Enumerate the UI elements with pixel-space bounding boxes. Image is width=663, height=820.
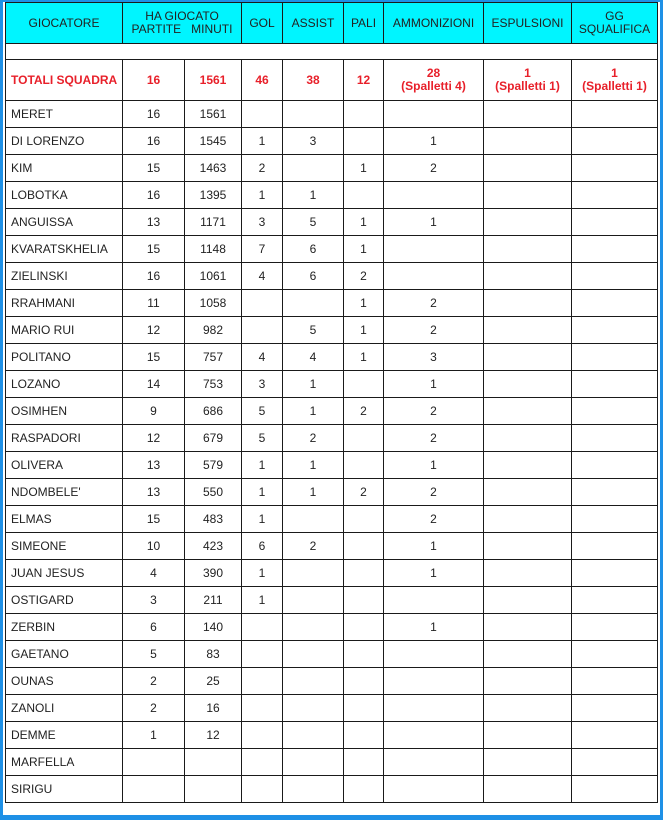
player-ammonizioni-cell — [384, 101, 484, 128]
player-espulsioni-cell — [484, 776, 572, 803]
player-ammonizioni-cell: 2 — [384, 398, 484, 425]
player-partite-cell: 16 — [123, 128, 185, 155]
player-gol-cell: 1 — [242, 479, 283, 506]
player-espulsioni-cell — [484, 425, 572, 452]
player-name-cell: ZIELINSKI — [6, 263, 123, 290]
player-espulsioni-cell — [484, 614, 572, 641]
player-row — [6, 641, 658, 668]
player-minuti-cell: 211 — [185, 587, 242, 614]
player-pali-cell — [344, 452, 384, 479]
player-partite-cell — [123, 776, 185, 803]
player-pali-cell — [344, 128, 384, 155]
player-name-cell: OSIMHEN — [6, 398, 123, 425]
player-espulsioni-cell — [484, 128, 572, 155]
player-row — [6, 101, 658, 128]
player-row — [6, 533, 658, 560]
player-squalifica-cell — [572, 236, 658, 263]
totals-partite: 16 — [123, 60, 185, 101]
player-assist-cell: 5 — [283, 209, 344, 236]
player-espulsioni-cell — [484, 236, 572, 263]
player-minuti-cell: 982 — [185, 317, 242, 344]
player-row — [6, 614, 658, 641]
player-pali-cell — [344, 587, 384, 614]
player-assist-cell — [283, 506, 344, 533]
player-name-cell: DI LORENZO — [6, 128, 123, 155]
player-assist-cell — [283, 587, 344, 614]
player-name-cell: LOBOTKA — [6, 182, 123, 209]
player-partite-cell: 5 — [123, 641, 185, 668]
player-partite-cell — [123, 749, 185, 776]
totals-pali: 12 — [344, 60, 384, 101]
player-gol-cell — [242, 614, 283, 641]
player-espulsioni-cell — [484, 641, 572, 668]
player-assist-cell — [283, 776, 344, 803]
player-espulsioni-cell — [484, 344, 572, 371]
player-ammonizioni-cell: 2 — [384, 425, 484, 452]
player-name-cell: ZANOLI — [6, 695, 123, 722]
player-assist-cell: 1 — [283, 398, 344, 425]
player-partite-cell: 9 — [123, 398, 185, 425]
player-partite-cell: 15 — [123, 236, 185, 263]
player-assist-cell — [283, 668, 344, 695]
player-pali-cell — [344, 614, 384, 641]
player-ammonizioni-cell: 1 — [384, 560, 484, 587]
player-name-cell: SIRIGU — [6, 776, 123, 803]
player-minuti-cell: 1545 — [185, 128, 242, 155]
player-assist-cell: 1 — [283, 452, 344, 479]
player-assist-cell: 2 — [283, 425, 344, 452]
player-name-cell: LOZANO — [6, 371, 123, 398]
player-assist-cell — [283, 290, 344, 317]
player-assist-cell — [283, 722, 344, 749]
player-squalifica-cell — [572, 587, 658, 614]
player-assist-cell: 2 — [283, 533, 344, 560]
player-minuti-cell: 1148 — [185, 236, 242, 263]
player-squalifica-cell — [572, 155, 658, 182]
player-row — [6, 425, 658, 452]
player-assist-cell: 1 — [283, 182, 344, 209]
player-ammonizioni-cell — [384, 587, 484, 614]
player-ammonizioni-cell: 2 — [384, 155, 484, 182]
player-gol-cell: 3 — [242, 209, 283, 236]
player-pali-cell: 1 — [344, 290, 384, 317]
player-squalifica-cell — [572, 425, 658, 452]
totals-squalifica — [572, 60, 658, 101]
player-pali-cell — [344, 668, 384, 695]
header-row — [6, 3, 658, 44]
player-gol-cell — [242, 317, 283, 344]
player-name-cell: POLITANO — [6, 344, 123, 371]
player-squalifica-cell — [572, 749, 658, 776]
player-row — [6, 587, 658, 614]
player-minuti-cell: 483 — [185, 506, 242, 533]
player-row — [6, 560, 658, 587]
player-gol-cell — [242, 695, 283, 722]
player-gol-cell — [242, 641, 283, 668]
header-giocatore: GIOCATORE — [6, 3, 123, 44]
player-squalifica-cell — [572, 533, 658, 560]
player-pali-cell — [344, 722, 384, 749]
player-name-cell: OLIVERA — [6, 452, 123, 479]
player-espulsioni-cell — [484, 479, 572, 506]
player-minuti-cell: 1463 — [185, 155, 242, 182]
player-ammonizioni-cell — [384, 749, 484, 776]
player-name-cell: ANGUISSA — [6, 209, 123, 236]
player-minuti-cell: 686 — [185, 398, 242, 425]
header-ha-giocato-line1: HA GIOCATO — [145, 9, 219, 23]
player-ammonizioni-cell — [384, 263, 484, 290]
player-partite-cell: 16 — [123, 101, 185, 128]
player-ammonizioni-cell: 1 — [384, 452, 484, 479]
player-row — [6, 452, 658, 479]
player-squalifica-cell — [572, 695, 658, 722]
player-assist-cell: 4 — [283, 344, 344, 371]
player-squalifica-cell — [572, 479, 658, 506]
player-name-cell: JUAN JESUS — [6, 560, 123, 587]
player-assist-cell — [283, 695, 344, 722]
header-espulsioni: ESPULSIONI — [484, 3, 572, 44]
player-minuti-cell: 1561 — [185, 101, 242, 128]
player-name-cell: OUNAS — [6, 668, 123, 695]
player-assist-cell — [283, 155, 344, 182]
player-gol-cell: 1 — [242, 182, 283, 209]
player-assist-cell — [283, 749, 344, 776]
player-gol-cell: 1 — [242, 587, 283, 614]
player-squalifica-cell — [572, 398, 658, 425]
player-partite-cell: 15 — [123, 344, 185, 371]
player-pali-cell — [344, 560, 384, 587]
player-partite-cell: 16 — [123, 263, 185, 290]
player-squalifica-cell — [572, 668, 658, 695]
player-assist-cell — [283, 614, 344, 641]
totals-label: TOTALI SQUADRA — [6, 60, 123, 101]
player-partite-cell: 13 — [123, 452, 185, 479]
header-ammonizioni: AMMONIZIONI — [384, 3, 484, 44]
player-row — [6, 182, 658, 209]
header-pali: PALI — [344, 3, 384, 44]
player-minuti-cell: 579 — [185, 452, 242, 479]
player-ammonizioni-cell: 2 — [384, 506, 484, 533]
player-pali-cell: 1 — [344, 155, 384, 182]
player-espulsioni-cell — [484, 317, 572, 344]
player-partite-cell: 2 — [123, 668, 185, 695]
player-name-cell: KVARATSKHELIA — [6, 236, 123, 263]
player-partite-cell: 14 — [123, 371, 185, 398]
player-squalifica-cell — [572, 452, 658, 479]
player-row — [6, 722, 658, 749]
player-row — [6, 317, 658, 344]
player-squalifica-cell — [572, 209, 658, 236]
player-partite-cell: 6 — [123, 614, 185, 641]
player-row — [6, 155, 658, 182]
player-gol-cell — [242, 749, 283, 776]
player-pali-cell — [344, 776, 384, 803]
player-gol-cell: 3 — [242, 371, 283, 398]
player-ammonizioni-cell — [384, 182, 484, 209]
player-pali-cell — [344, 425, 384, 452]
player-squalifica-cell — [572, 641, 658, 668]
player-name-cell: RRAHMANI — [6, 290, 123, 317]
player-minuti-cell: 1395 — [185, 182, 242, 209]
player-partite-cell: 3 — [123, 587, 185, 614]
player-minuti-cell: 1171 — [185, 209, 242, 236]
totals-gol: 46 — [242, 60, 283, 101]
player-partite-cell: 10 — [123, 533, 185, 560]
player-partite-cell: 13 — [123, 209, 185, 236]
player-minuti-cell: 423 — [185, 533, 242, 560]
player-gol-cell: 2 — [242, 155, 283, 182]
player-gol-cell: 1 — [242, 560, 283, 587]
player-row — [6, 263, 658, 290]
player-row — [6, 128, 658, 155]
player-minuti-cell: 550 — [185, 479, 242, 506]
player-minuti-cell: 757 — [185, 344, 242, 371]
player-minuti-cell: 390 — [185, 560, 242, 587]
player-partite-cell: 11 — [123, 290, 185, 317]
player-assist-cell — [283, 101, 344, 128]
player-squalifica-cell — [572, 263, 658, 290]
player-name-cell: SIMEONE — [6, 533, 123, 560]
player-ammonizioni-cell: 2 — [384, 479, 484, 506]
player-row — [6, 209, 658, 236]
player-pali-cell — [344, 506, 384, 533]
player-pali-cell: 1 — [344, 209, 384, 236]
player-name-cell: OSTIGARD — [6, 587, 123, 614]
player-assist-cell — [283, 560, 344, 587]
player-ammonizioni-cell: 1 — [384, 614, 484, 641]
player-name-cell: ELMAS — [6, 506, 123, 533]
player-assist-cell: 1 — [283, 479, 344, 506]
player-partite-cell: 1 — [123, 722, 185, 749]
totals-assist: 38 — [283, 60, 344, 101]
player-espulsioni-cell — [484, 101, 572, 128]
player-ammonizioni-cell: 1 — [384, 371, 484, 398]
totals-row — [6, 60, 658, 101]
player-ammonizioni-cell: 1 — [384, 209, 484, 236]
header-partite-minuti: PARTITE MINUTI — [131, 22, 233, 36]
player-espulsioni-cell — [484, 506, 572, 533]
player-espulsioni-cell — [484, 182, 572, 209]
player-gol-cell: 5 — [242, 398, 283, 425]
header-gg: GG — [605, 9, 624, 23]
player-name-cell: DEMME — [6, 722, 123, 749]
header-assist: ASSIST — [283, 3, 344, 44]
totals-squalifica-value: 1 — [611, 66, 618, 80]
totals-ammonizioni — [384, 60, 484, 101]
player-row — [6, 506, 658, 533]
player-partite-cell: 2 — [123, 695, 185, 722]
player-minuti-cell: 16 — [185, 695, 242, 722]
player-row — [6, 695, 658, 722]
player-ammonizioni-cell: 2 — [384, 290, 484, 317]
player-assist-cell: 6 — [283, 263, 344, 290]
player-gol-cell — [242, 101, 283, 128]
player-row — [6, 776, 658, 803]
player-squalifica-cell — [572, 290, 658, 317]
player-name-cell: MARIO RUI — [6, 317, 123, 344]
player-squalifica-cell — [572, 506, 658, 533]
totals-ammonizioni-note: (Spalletti 4) — [401, 79, 466, 93]
player-minuti-cell: 140 — [185, 614, 242, 641]
player-squalifica-cell — [572, 182, 658, 209]
player-minuti-cell: 1061 — [185, 263, 242, 290]
player-partite-cell: 16 — [123, 182, 185, 209]
player-assist-cell — [283, 641, 344, 668]
player-row — [6, 236, 658, 263]
player-gol-cell — [242, 668, 283, 695]
player-name-cell: MARFELLA — [6, 749, 123, 776]
player-pali-cell: 1 — [344, 317, 384, 344]
player-name-cell: MERET — [6, 101, 123, 128]
player-minuti-cell: 83 — [185, 641, 242, 668]
player-row — [6, 668, 658, 695]
player-espulsioni-cell — [484, 749, 572, 776]
player-minuti-cell: 679 — [185, 425, 242, 452]
player-espulsioni-cell — [484, 695, 572, 722]
player-espulsioni-cell — [484, 452, 572, 479]
player-ammonizioni-cell — [384, 776, 484, 803]
player-gol-cell: 6 — [242, 533, 283, 560]
player-row — [6, 749, 658, 776]
player-squalifica-cell — [572, 776, 658, 803]
player-pali-cell: 2 — [344, 398, 384, 425]
totals-minuti: 1561 — [185, 60, 242, 101]
player-gol-cell: 4 — [242, 344, 283, 371]
player-minuti-cell — [185, 776, 242, 803]
player-name-cell: RASPADORI — [6, 425, 123, 452]
player-pali-cell — [344, 695, 384, 722]
header-gg-squalifica — [572, 3, 658, 44]
player-assist-cell: 1 — [283, 371, 344, 398]
totals-ammonizioni-value: 28 — [426, 66, 441, 80]
player-pali-cell: 1 — [344, 344, 384, 371]
player-squalifica-cell — [572, 371, 658, 398]
player-partite-cell: 12 — [123, 425, 185, 452]
player-ammonizioni-cell: 1 — [384, 533, 484, 560]
player-ammonizioni-cell — [384, 236, 484, 263]
player-espulsioni-cell — [484, 587, 572, 614]
player-espulsioni-cell — [484, 290, 572, 317]
player-espulsioni-cell — [484, 398, 572, 425]
player-ammonizioni-cell: 3 — [384, 344, 484, 371]
player-pali-cell — [344, 371, 384, 398]
totals-espulsioni — [484, 60, 572, 101]
player-assist-cell: 3 — [283, 128, 344, 155]
player-espulsioni-cell — [484, 560, 572, 587]
player-assist-cell: 5 — [283, 317, 344, 344]
player-ammonizioni-cell: 1 — [384, 128, 484, 155]
player-partite-cell: 15 — [123, 506, 185, 533]
player-gol-cell: 4 — [242, 263, 283, 290]
totals-squalifica-note: (Spalletti 1) — [582, 79, 647, 93]
player-espulsioni-cell — [484, 722, 572, 749]
player-pali-cell — [344, 533, 384, 560]
player-row — [6, 371, 658, 398]
player-row — [6, 344, 658, 371]
player-partite-cell: 4 — [123, 560, 185, 587]
player-squalifica-cell — [572, 101, 658, 128]
player-ammonizioni-cell: 2 — [384, 317, 484, 344]
player-ammonizioni-cell — [384, 668, 484, 695]
player-name-cell: KIM — [6, 155, 123, 182]
player-gol-cell — [242, 722, 283, 749]
player-squalifica-cell — [572, 128, 658, 155]
player-gol-cell: 1 — [242, 452, 283, 479]
player-minuti-cell: 1058 — [185, 290, 242, 317]
player-row — [6, 479, 658, 506]
player-ammonizioni-cell — [384, 722, 484, 749]
spacer-row — [6, 44, 658, 60]
player-espulsioni-cell — [484, 371, 572, 398]
player-minuti-cell: 753 — [185, 371, 242, 398]
player-partite-cell: 12 — [123, 317, 185, 344]
header-gol: GOL — [242, 3, 283, 44]
player-minuti-cell — [185, 749, 242, 776]
player-minuti-cell: 12 — [185, 722, 242, 749]
player-gol-cell — [242, 290, 283, 317]
player-gol-cell: 1 — [242, 128, 283, 155]
spacer-cell — [6, 44, 658, 60]
player-pali-cell — [344, 182, 384, 209]
player-espulsioni-cell — [484, 668, 572, 695]
player-espulsioni-cell — [484, 533, 572, 560]
player-squalifica-cell — [572, 344, 658, 371]
player-partite-cell: 13 — [123, 479, 185, 506]
player-name-cell: NDOMBELE' — [6, 479, 123, 506]
player-stats-table — [5, 2, 658, 803]
totals-espulsioni-note: (Spalletti 1) — [495, 79, 560, 93]
totals-espulsioni-value: 1 — [524, 66, 531, 80]
player-pali-cell — [344, 749, 384, 776]
player-pali-cell — [344, 101, 384, 128]
player-pali-cell: 2 — [344, 263, 384, 290]
player-squalifica-cell — [572, 560, 658, 587]
player-squalifica-cell — [572, 722, 658, 749]
player-ammonizioni-cell — [384, 641, 484, 668]
player-assist-cell: 6 — [283, 236, 344, 263]
player-name-cell: ZERBIN — [6, 614, 123, 641]
player-pali-cell: 1 — [344, 236, 384, 263]
player-gol-cell — [242, 776, 283, 803]
player-espulsioni-cell — [484, 263, 572, 290]
player-squalifica-cell — [572, 317, 658, 344]
player-gol-cell: 7 — [242, 236, 283, 263]
player-gol-cell: 5 — [242, 425, 283, 452]
player-pali-cell — [344, 641, 384, 668]
player-partite-cell: 15 — [123, 155, 185, 182]
header-squalifica: SQUALIFICA — [578, 22, 651, 36]
player-row — [6, 398, 658, 425]
player-name-cell: GAETANO — [6, 641, 123, 668]
player-ammonizioni-cell — [384, 695, 484, 722]
player-gol-cell: 1 — [242, 506, 283, 533]
player-pali-cell: 2 — [344, 479, 384, 506]
player-espulsioni-cell — [484, 209, 572, 236]
player-minuti-cell: 25 — [185, 668, 242, 695]
player-espulsioni-cell — [484, 155, 572, 182]
player-squalifica-cell — [572, 614, 658, 641]
header-ha-giocato — [123, 3, 242, 44]
player-row — [6, 290, 658, 317]
